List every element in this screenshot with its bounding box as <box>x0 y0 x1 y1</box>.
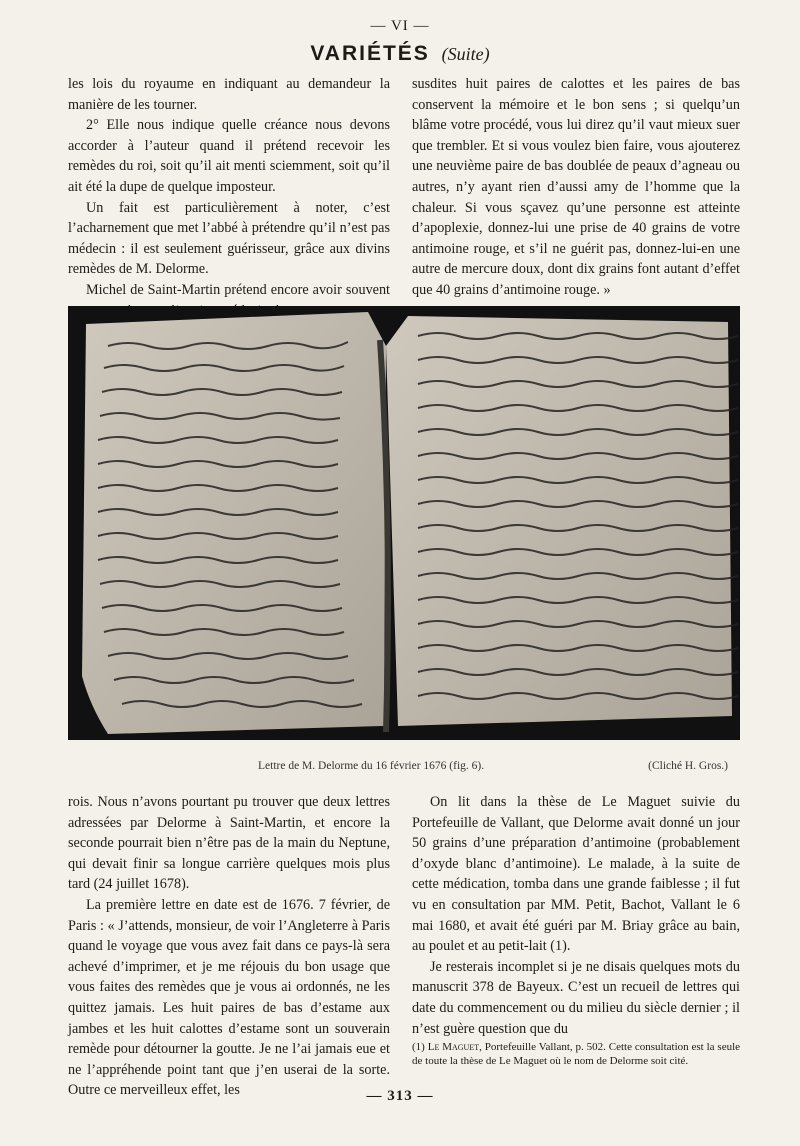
paragraph: 2° Elle nous indique quelle créance nous devons accorder à l’auteur quand il prétend recevoir les remèdes du roi, soit qu’il ait menti sciemment, soit qu’il ait été la dupe de quelque imposteur. <box>68 117 390 195</box>
manuscript-letter-photo <box>68 306 740 740</box>
column-bottom-right <box>412 792 740 1039</box>
footnote-text: Portefeuille Vallant, p. 502. Cette consultation est la seule de toute la thèse de Le Maguet où le nom de Delorme soit cité. <box>412 1041 741 1067</box>
column-bottom-left <box>68 792 390 1101</box>
footnote <box>412 1040 740 1068</box>
footnote-author: Le Maguet, <box>427 1041 482 1053</box>
paragraph: Un fait est particulièrement à noter, c’est l’acharnement que met l’abbé à prétendre qu’il n’est pas médecin : il est seulement guérisseur, grâce aux divins remèdes de M. Delorme. <box>68 199 390 278</box>
paragraph: La première lettre en date est de 1676. 7 février, de Paris : « J’attends, monsieur, de voir l’Angleterre à Paris quand le voyage que vous avez fait dans ce pays-là sera achevé d’imprimer, et je me réjouis du bon usage que vous faites des remèdes que je vous ai ordonnés, ne les quittez jamais. Les huit paires de bas d’estame aux jambes et les huit calottes d’estame sont un souverain remède pour détourner la goutte. Je ne l’ai jamais eue et ne l’appréhende point tant que j’en userai de la sorte. Outre ce merveilleux effet, les <box>68 896 390 1099</box>
paragraph: les lois du royaume en indiquant au demandeur la manière de les tourner. <box>68 76 390 113</box>
photo-credit: (Cliché H. Gros.) <box>648 760 728 772</box>
paragraph: rois. Nous n’avons pourtant pu trouver que deux lettres adressées par Delorme à Saint-Martin, et encore la seconde pourrait bien n’être pas de la main du Neptune, qui devait finir sa longue carrière quelques mois plus tard (24 juillet 1678). <box>68 794 390 893</box>
column-top-left <box>68 74 390 321</box>
paragraph: Je resterais incomplet si je ne disais quelques mots du manuscrit 378 de Bayeux. C’est un recueil de lettres qui date du commencement ou du milieu du siècle dernier ; il n’est guère question que du <box>412 958 740 1037</box>
page-number: — 313 — <box>366 1088 434 1104</box>
paragraph: susdites huit paires de calottes et les paires de bas conservent la mémoire et le bon sens ; si quelqu’un blâme votre procédé, vous lui direz qu’il vaut mieux suer que trembler. Et si vous voulez bien faire, vous ajouterez une neuvième paire de bas doublée de peaux d’agneau ou autres, n’y ayant rien d’aussi amy de l’homme que la chaleur. Si vous sçavez qu’une personne est atteinte d’apoplexie, donnez-lui une prise de 40 grains de votre antimoine rouge, et s’il ne guérit pas, donnez-lui-en une autre de mercure doux, dont dix grains font autant d’effet que 40 grains d’antimoine rouge. » <box>412 76 740 298</box>
section-title-suffix: (Suite) <box>441 44 490 64</box>
paragraph: On lit dans la thèse de Le Maguet suivie du Portefeuille de Vallant, que Delorme avait donné un jour 50 grains d’une préparation d’antimoine (probablement d’oxyde blanc d’antimoine). Le malade, à la suite de cette médication, tomba dans une grande faiblesse ; il fut vu en consultation par MM. Petit, Bachot, Vallant le 6 mai 1680, et avait été guéri par M. Briay grâce au bain, au poulet et au petit-lait (1). <box>412 794 740 955</box>
section-title-text: VARIÉTÉS <box>310 42 430 65</box>
roman-folio: — VI — <box>370 18 430 34</box>
section-title <box>0 42 800 66</box>
footnote-marker: (1) <box>412 1041 425 1053</box>
paragraph: Michel de Saint-Martin prétend encore avoir souvent <box>86 281 390 298</box>
column-top-right <box>412 74 740 301</box>
manuscript-image <box>68 306 740 740</box>
caption-text: Lettre de M. Delorme du 16 février 1676 (fig. 6). <box>258 760 485 772</box>
